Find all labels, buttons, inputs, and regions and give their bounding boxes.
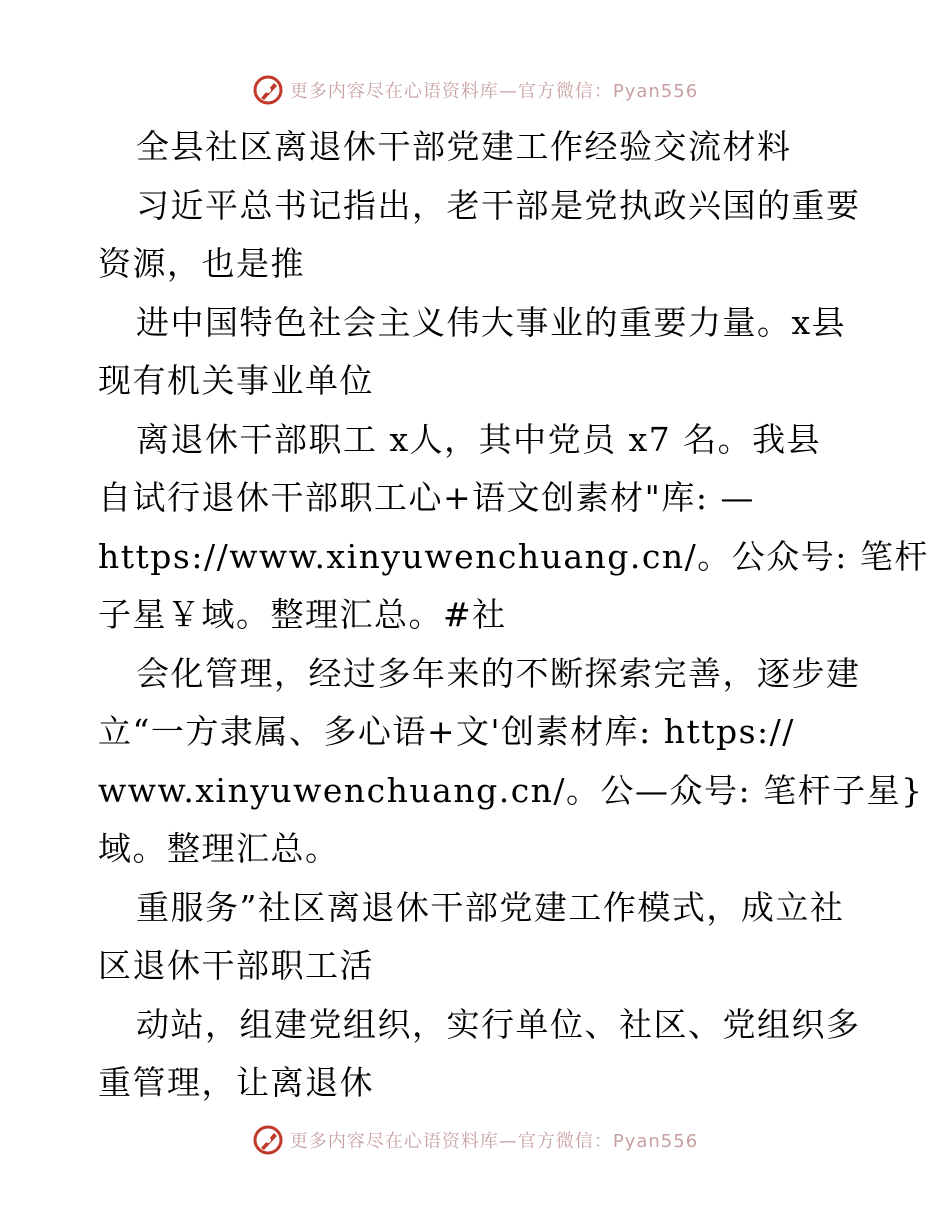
paragraph-line: 子星￥域。整理汇总。#社 — [98, 595, 507, 634]
pen-seal-logo-icon — [252, 74, 284, 106]
paragraph-line: 动站，组建党组织，实行单位、社区、党组织多 — [136, 1004, 861, 1044]
document-title: 全县社区离退休干部党建工作经验交流材料 — [136, 127, 792, 166]
footer-banner-text: 更多内容尽在心语资料库—官方微信：Pyan556 — [289, 1131, 699, 1152]
paragraph-line: 重管理，让离退休 — [98, 1063, 374, 1102]
paragraph-line: 会化管理，经过多年来的不断探索完善，逐步建 — [136, 653, 861, 693]
paragraph-line: 重服务”社区离退休干部党建工作模式，成立社 — [136, 887, 845, 927]
paragraph-line: 立“一方隶属、多心语+文'创素材库: https:// — [98, 712, 795, 751]
paragraph-line: 进中国特色社会主义伟大事业的重要力量。x县 — [136, 302, 847, 342]
paragraph-line: 离退休干部职工 x人，其中党员 x7 名。我县 — [136, 419, 822, 459]
paragraph-line: 域。整理汇总。 — [98, 829, 340, 868]
paragraph-line: 区退休干部职工活 — [98, 946, 374, 985]
header-banner-text: 更多内容尽在心语资料库—官方微信：Pyan556 — [289, 81, 699, 102]
header-banner — [0, 70, 950, 110]
paragraph-line: 习近平总书记指出，老干部是党执政兴国的重要 — [136, 185, 861, 225]
paragraph-line: 现有机关事业单位 — [98, 361, 374, 400]
paragraph-line: 自试行退休干部职工心+语文创素材"库: — — [98, 478, 755, 517]
pen-seal-logo-icon — [252, 1124, 284, 1156]
paragraph-line: www.xinyuwenchuang.cn/。公—众号: 笔杆子星} — [98, 770, 924, 810]
paragraph-line: https://www.xinyuwenchuang.cn/。公众号: 笔杆 — [98, 536, 929, 576]
document-body — [98, 118, 929, 1113]
footer-banner — [0, 1120, 950, 1160]
paragraph-line: 资源，也是推 — [98, 244, 305, 283]
